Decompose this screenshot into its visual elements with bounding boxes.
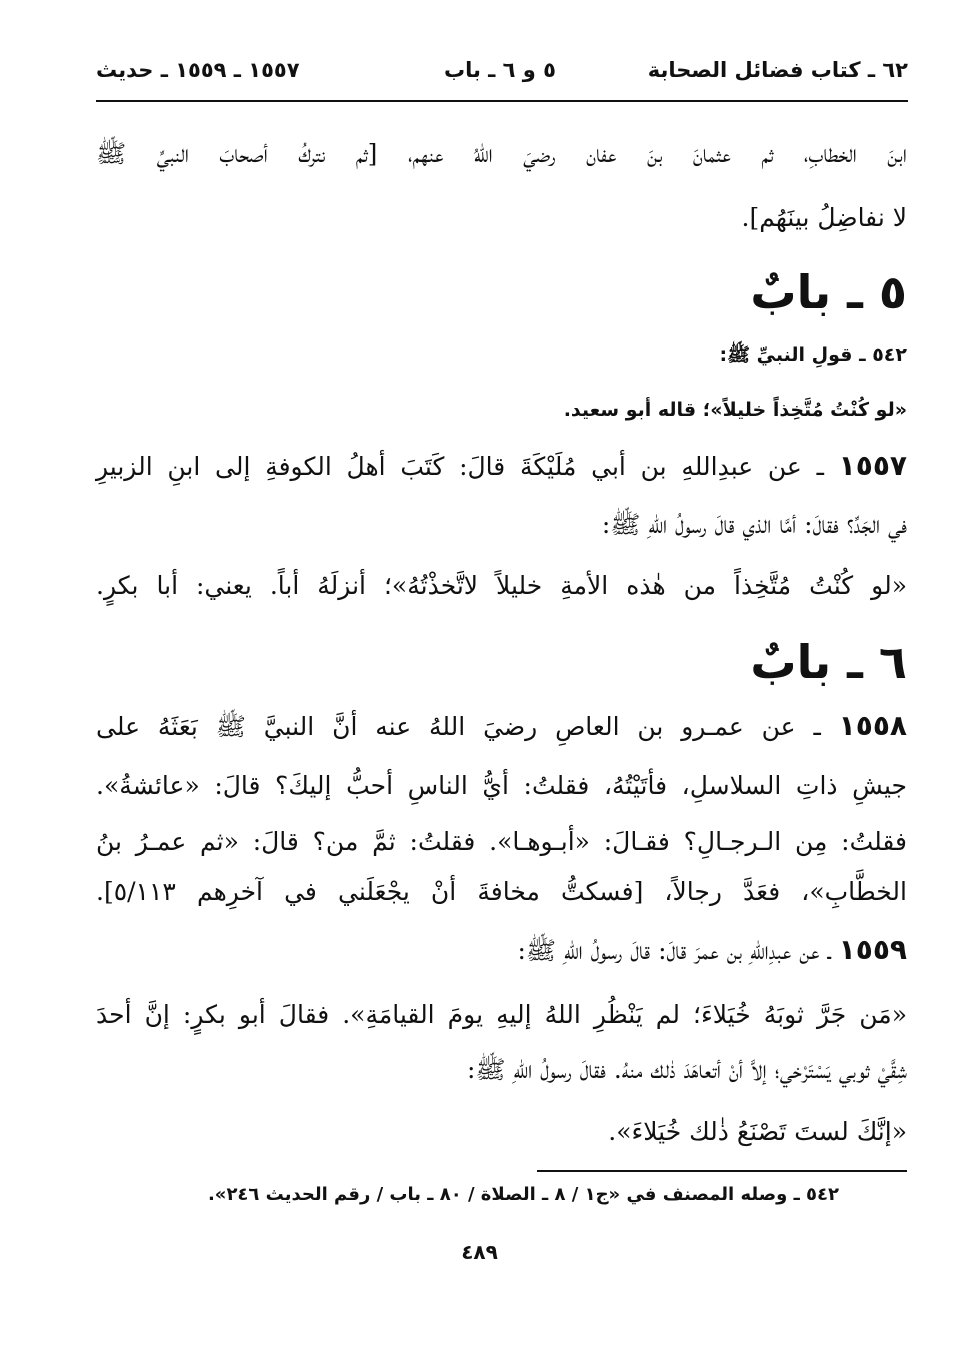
footnote-divider: [537, 1170, 907, 1172]
text-line: «إنَّكَ لستَ تَصْنَعُ ذٰلك خُيَلاءَ».: [608, 1117, 907, 1146]
chapter-542-text: «لو كُنْتُ مُتَّخِذاً خليلاً»؛ قاله أبو سعيد.: [563, 399, 907, 421]
chapter-542-title: ٥٤٢ ـ قولِ النبيِّ ﷺ:: [719, 344, 907, 366]
header-section-title: ٥ و ٦ ـ باب: [443, 58, 556, 82]
hadith-text: ـ عن عبدِاللهِ بن أبي مُلَيْكَةَ قالَ: كَتَبَ أهلُ الكوفةِ إلى ابنِ الزبيرِ: [96, 452, 839, 481]
hadith-text: ـ عن عبدِاللهِ بن عمرَ قالَ: قالَ رسولُ اللهِ ﷺ:: [517, 936, 839, 965]
hadith-text: ـ عن عمـرو بن العاصِ رضيَ اللهُ عنه أنَّ النبيَّ ﷺ بَعَثَهُ على: [96, 712, 839, 741]
text-line: شِقَّيْ ثوبي يَسْتَرْخي؛ إلاَّ أنْ أتعاهَدَ ذٰلك منهُ. فقالَ رسولُ اللهِ ﷺ:: [466, 1055, 907, 1084]
hadith-1558-line: [96, 706, 907, 746]
hadith-number: ١٥٥٧: [838, 449, 907, 482]
page-number: ٤٨٩: [461, 1240, 498, 1264]
running-header: [96, 58, 908, 94]
text-line: جيشِ ذاتِ السلاسلِ، فأتَيْتُهُ، فقلتُ: أيُّ الناسِ أحبُّ إليكَ؟ قالَ: «عائشةُ».: [96, 771, 907, 800]
header-hadith-range: ١٥٥٧ ـ ١٥٥٩ ـ حديث: [96, 58, 300, 82]
hadith-1557-line: [96, 446, 907, 486]
hadith-number: ١٥٥٨: [838, 709, 907, 742]
hadith-number: ١٥٥٩: [838, 933, 907, 966]
hadith-1559-line: [96, 930, 907, 970]
text-line: ابنَ الخطابِ، ثم عثمانَ بنَ عفان رضيَ اللهُ عنهم، [ثم نتركُ أصحابَ النبيِّ ﷺ: [96, 139, 907, 168]
section-heading-5: ٥ ـ بابٌ: [750, 265, 907, 319]
text-line: في الجَدِّ؟ فقالَ: أمَّا الذي قالَ رسولُ اللهِ ﷺ:: [601, 510, 907, 539]
text-line: «لو كُنْتُ مُتَّخِذاً من هٰذه الأمةِ خليلاً لاتَّخذْتُهُ»؛ أنزلَهُ أباً. يعني: أبا بكرٍ.: [96, 571, 907, 600]
header-chapter-title: ٦٢ ـ كتاب فضائل الصحابة: [647, 58, 908, 82]
text-line: لا نفاضِلُ بينَهُم].: [741, 203, 907, 232]
header-divider: [96, 100, 908, 102]
text-line: الخطَّابِ»، فعَدَّ رجالاً، [فسكتُّ مخافةَ أنْ يجْعَلَني في آخرِهم ٥/١١٣].: [96, 877, 907, 906]
text-line: «مَن جَرَّ ثوبَهُ خُيَلاءَ؛ لم يَنْظُرِ اللهُ إليهِ يومَ القيامَةِ». فقالَ أبو بكرٍ: إنَّ أحدَ: [96, 1000, 907, 1029]
text-line: فقلتُ: مِن الـرجـالِ؟ فقـالَ: «أبـوهـا». فقلتُ: ثمَّ من؟ قالَ: «ثم عمـرُ بنُ: [96, 827, 907, 856]
footnote-text: ٥٤٢ ـ وصله المصنف في «ج١ / ٨ ـ الصلاة / ٨٠ ـ باب / رقم الحديث ٢٤٦».: [207, 1184, 839, 1205]
section-heading-6: ٦ ـ بابٌ: [750, 635, 907, 689]
